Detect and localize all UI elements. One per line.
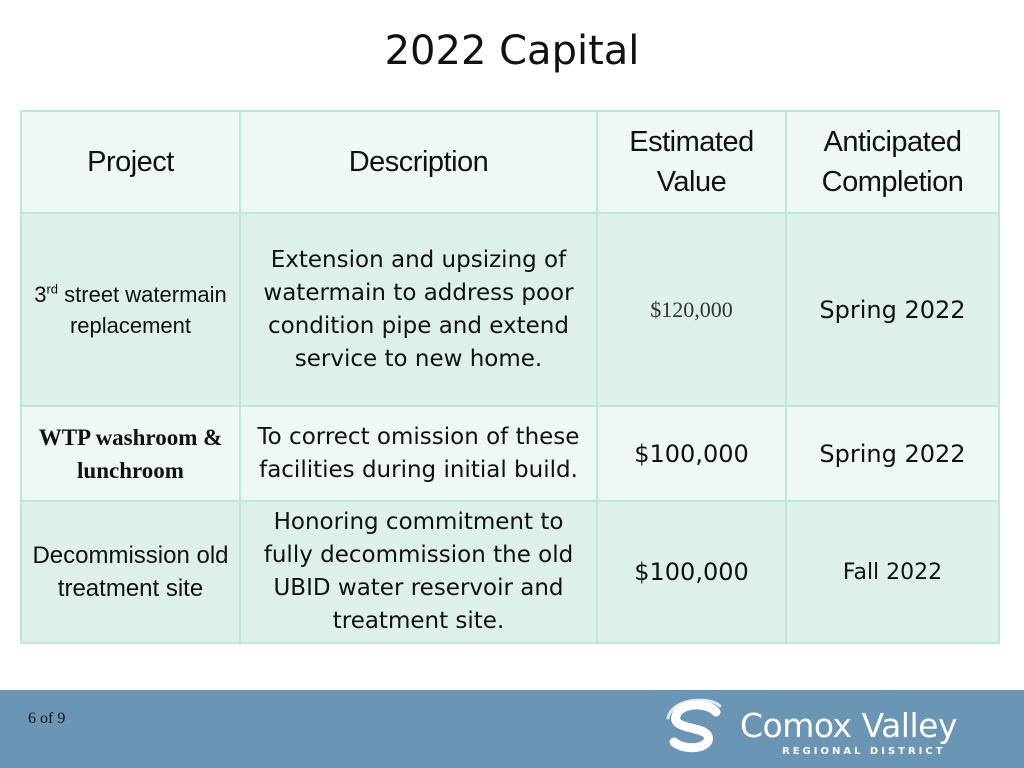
comox-valley-s-logo-icon (664, 698, 734, 758)
header-completion-line2: Completion (821, 166, 964, 198)
cell-completion: Spring 2022 (786, 406, 999, 501)
header-anticipated-completion (786, 111, 999, 213)
project-ordinal-suffix: rd (46, 281, 59, 297)
header-project: Project (21, 111, 240, 213)
page-number: 6 of 9 (28, 710, 66, 727)
header-value-line1: Estimated (629, 126, 754, 158)
logo-name: Comox Valley (740, 706, 957, 745)
project-name-rest: street watermain replacement (58, 281, 227, 338)
cell-estimated-value: $120,000 (597, 213, 786, 406)
cell-project (21, 213, 240, 406)
header-completion-line1: Anticipated (823, 126, 962, 158)
cell-project: WTP washroom & lunchroom (21, 406, 240, 501)
slide-title: 2022 Capital (384, 28, 640, 74)
table-header-row (21, 111, 999, 213)
cell-completion: Spring 2022 (786, 213, 999, 406)
footer-bar (0, 690, 1024, 768)
header-estimated-value (597, 111, 786, 213)
cell-project: Decommission old treatment site (21, 501, 240, 643)
cell-estimated-value: $100,000 (597, 406, 786, 501)
header-value-line2: Value (656, 166, 727, 198)
cell-description: Honoring commitment to fully decommission the old UBID water reservoir and treatment site. (240, 501, 597, 643)
cell-estimated-value: $100,000 (597, 501, 786, 643)
table-row (21, 501, 999, 643)
logo-subtitle: REGIONAL DISTRICT (782, 746, 946, 757)
table-row (21, 213, 999, 406)
project-ordinal: 3 (34, 281, 47, 307)
cell-description: To correct omission of these facilities during initial build. (240, 406, 597, 501)
cell-completion: Fall 2022 (786, 501, 999, 643)
capital-projects-table (20, 110, 1000, 644)
table-row (21, 406, 999, 501)
header-description: Description (240, 111, 597, 213)
cell-description: Extension and upsizing of watermain to address poor condition pipe and extend service to new home. (240, 213, 597, 406)
